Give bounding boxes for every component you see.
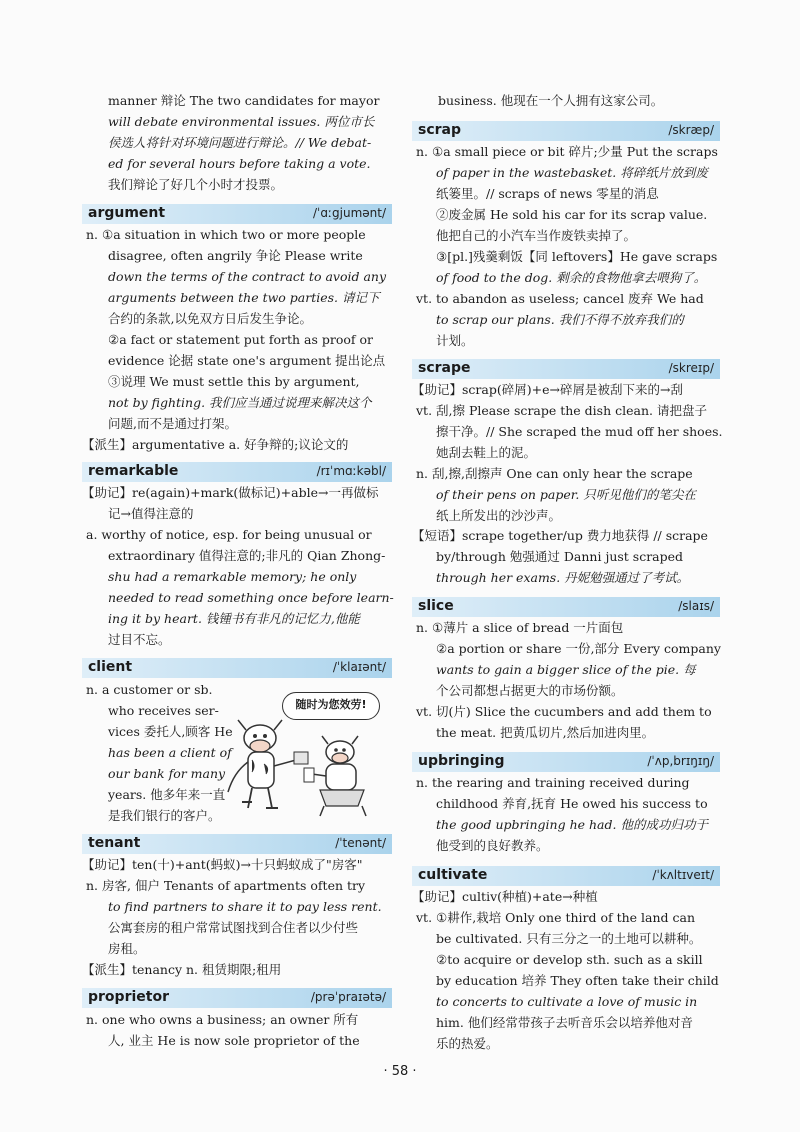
definition-line: arguments between the two parties. 请记下: [108, 290, 380, 305]
definition-line: 纸上所发出的沙沙声。: [436, 508, 562, 523]
definition-line: ②废金属 He sold his car for its scrap value.: [436, 207, 708, 222]
definition-line: 他受到的良好教养。: [436, 838, 549, 853]
mnemonic-line: 【助记】ten(十)+ant(蚂蚁)→十只蚂蚁成了"房客": [82, 857, 363, 872]
definition-line: not by fighting. 我们应当通过说理来解决这个: [108, 395, 372, 410]
definition-line: n. ①a small piece or bit 碎片;少量 Put the scraps: [416, 144, 718, 159]
definition-line: n. 房客, 佃户 Tenants of apartments often try: [86, 878, 366, 893]
definition-line: 她刮去鞋上的泥。: [436, 445, 537, 460]
definition-line: shu had a remarkable memory; he only: [108, 569, 357, 584]
definition-line: to scrap our plans. 我们不得不放弃我们的: [436, 312, 684, 327]
phonetic: /slaɪs/: [678, 599, 714, 613]
definition-line: be cultivated. 只有三分之一的土地可以耕种。: [436, 931, 702, 946]
entry-header-cultivate: [412, 866, 720, 886]
definition-line: 房租。: [108, 941, 146, 956]
mnemonic-line: 【助记】scrap(碎屑)+e→碎屑是被刮下来的→刮: [412, 382, 683, 397]
definition-line: a. worthy of notice, esp. for being unusual or: [86, 527, 372, 542]
definition-line: our bank for many: [108, 766, 226, 781]
entry-header-proprietor: [82, 988, 392, 1008]
definition-line: needed to read something once before learn-: [108, 590, 394, 605]
definition-line: 是我们银行的客户。: [108, 808, 221, 823]
definition-line: n. one who owns a business; an owner 所有: [86, 1012, 359, 1027]
definition-line: 擦干净。// She scraped the mud off her shoes.: [436, 424, 723, 439]
cow-illustration: [212, 690, 382, 818]
definition-line: 计划。: [436, 333, 474, 348]
entry-header-client: [82, 658, 392, 678]
definition-line: childhood 养育,抚育 He owed his success to: [436, 796, 708, 811]
definition-line: vices 委托人,顾客 He: [108, 724, 233, 739]
definition-line: down the terms of the contract to avoid any: [108, 269, 387, 284]
phrase-line: by/through 勉强通过 Danni just scraped: [436, 549, 684, 564]
definition-line: of their pens on paper. 只听见他们的笔尖在: [436, 487, 696, 502]
headword: scrape: [418, 360, 471, 376]
intro-line: business. 他现在一个人拥有这家公司。: [438, 93, 664, 108]
definition-line: 个公司都想占据更大的市场份额。: [436, 683, 624, 698]
headword: client: [88, 659, 133, 675]
headword: tenant: [88, 835, 141, 851]
phonetic: /skræp/: [668, 123, 714, 137]
definition-line: 人, 业主 He is now sole proprietor of the: [108, 1033, 360, 1048]
phonetic: /skreɪp/: [668, 361, 714, 375]
definition-line: evidence 论据 state one's argument 提出论点: [108, 353, 386, 368]
definition-line: him. 他们经常带孩子去听音乐会以培养他对音: [436, 1015, 693, 1030]
definition-line: ③说理 We must settle this by argument,: [108, 374, 360, 389]
page-number: · 58 ·: [383, 1064, 417, 1079]
derivation-line: 【派生】tenancy n. 租赁期限;租用: [82, 962, 282, 977]
headword: slice: [418, 598, 454, 614]
definition-line: 纸篓里。// scraps of news 零星的消息: [436, 186, 659, 201]
entry-header-scrap: [412, 121, 720, 141]
mnemonic-line: 记→值得注意的: [108, 506, 194, 521]
definition-line: wants to gain a bigger slice of the pie. 每: [436, 662, 696, 677]
definition-line: n. the rearing and training received during: [416, 775, 690, 790]
entry-header-tenant: [82, 834, 392, 854]
definition-line: to concerts to cultivate a love of music in: [436, 994, 698, 1009]
definition-line: disagree, often angrily 争论 Please write: [108, 248, 363, 263]
phonetic: /prəˈpraɪətə/: [310, 990, 386, 1004]
headword: scrap: [418, 122, 462, 138]
intro-line: will debate environmental issues. 两位市长: [108, 114, 375, 129]
definition-line: vt. ①耕作,栽培 Only one third of the land can: [416, 910, 696, 925]
definition-line: ②a portion or share 一份,部分 Every company: [436, 641, 721, 656]
definition-line: 过目不忘。: [108, 632, 171, 647]
headword: proprietor: [88, 989, 169, 1005]
definition-line: n. ①薄片 a slice of bread 一片面包: [416, 620, 624, 635]
mnemonic-line: 【助记】cultiv(种植)+ate→种植: [412, 889, 598, 904]
phonetic: /ˈɑːgjumənt/: [313, 206, 386, 220]
definition-line: by education 培养 They often take their child: [436, 973, 719, 988]
definition-line: vt. to abandon as useless; cancel 废弃 We had: [416, 291, 704, 306]
speech-bubble: 随时为您效劳!: [282, 692, 380, 720]
mnemonic-line: 【助记】re(again)+mark(做标记)+able→一再做标: [82, 485, 379, 500]
intro-line: manner 辩论 The two candidates for mayor: [108, 93, 380, 108]
definition-line: 合约的条款,以免双方日后发生争论。: [108, 311, 312, 326]
definition-line: 问题,而不是通过打架。: [108, 416, 237, 431]
phrase-line: through her exams. 丹妮勉强通过了考试。: [436, 570, 690, 585]
phonetic: /ˈtenənt/: [335, 836, 386, 850]
definition-line: n. a customer or sb.: [86, 682, 213, 697]
definition-line: 乐的热爱。: [436, 1036, 499, 1051]
definition-line: of paper in the wastebasket. 将碎纸片放到废: [436, 165, 708, 180]
definition-line: extraordinary 值得注意的;非凡的 Qian Zhong-: [108, 548, 386, 563]
phonetic: /ˈkʌltɪveɪt/: [652, 868, 714, 882]
definition-line: n. 刮,擦,刮擦声 One can only hear the scrape: [416, 466, 693, 481]
entry-header-remarkable: [82, 462, 392, 482]
derivation-line: 【派生】argumentative a. 好争辩的;议论文的: [82, 437, 349, 452]
definition-line: 他把自己的小汽车当作废铁卖掉了。: [436, 228, 637, 243]
headword: remarkable: [88, 463, 179, 479]
intro-line: 我们辩论了好几个小时才投票。: [108, 177, 284, 192]
phrase-line: 【短语】scrape together/up 费力地获得 // scrape: [412, 528, 708, 543]
definition-line: years. 他多年来一直: [108, 787, 226, 802]
phonetic: /ˈʌp,brɪŋɪŋ/: [647, 754, 714, 768]
entry-header-slice: [412, 597, 720, 617]
definition-line: the meat. 把黄瓜切片,然后加进肉里。: [436, 725, 655, 740]
definition-line: n. ①a situation in which two or more people: [86, 227, 366, 242]
definition-line: ②a fact or statement put forth as proof or: [108, 332, 373, 347]
intro-line: ed for several hours before taking a vote.: [108, 156, 371, 171]
headword: cultivate: [418, 867, 488, 883]
definition-line: who receives ser-: [108, 703, 219, 718]
definition-line: vt. 刮,擦 Please scrape the dish clean. 请把盘子: [416, 403, 707, 418]
phonetic: /rɪˈmɑːkəbl/: [316, 464, 386, 478]
definition-line: ing it by heart. 钱锺书有非凡的记忆力,他能: [108, 611, 360, 626]
definition-line: vt. 切(片) Slice the cucumbers and add them to: [416, 704, 712, 719]
phonetic: /ˈklaɪənt/: [332, 660, 386, 674]
definition-line: ②to acquire or develop sth. such as a skill: [436, 952, 703, 967]
entry-header-argument: [82, 204, 392, 224]
definition-line: ③[pl.]残羹剩饭【同 leftovers】He gave scraps: [436, 249, 718, 264]
definition-line: the good upbringing he had. 他的成功归功于: [436, 817, 708, 832]
entry-header-scrape: [412, 359, 720, 379]
entry-header-upbringing: [412, 752, 720, 772]
headword: upbringing: [418, 753, 505, 769]
headword: argument: [88, 205, 166, 221]
intro-line: 侯选人将针对环境问题进行辩论。// We debat-: [108, 135, 372, 150]
definition-line: of food to the dog. 剩余的食物他拿去喂狗了。: [436, 270, 707, 285]
definition-line: to find partners to share it to pay less rent.: [108, 899, 382, 914]
definition-line: 公寓套房的租户常常试图找到合住者以少付些: [108, 920, 359, 935]
definition-line: has been a client of: [108, 745, 232, 760]
